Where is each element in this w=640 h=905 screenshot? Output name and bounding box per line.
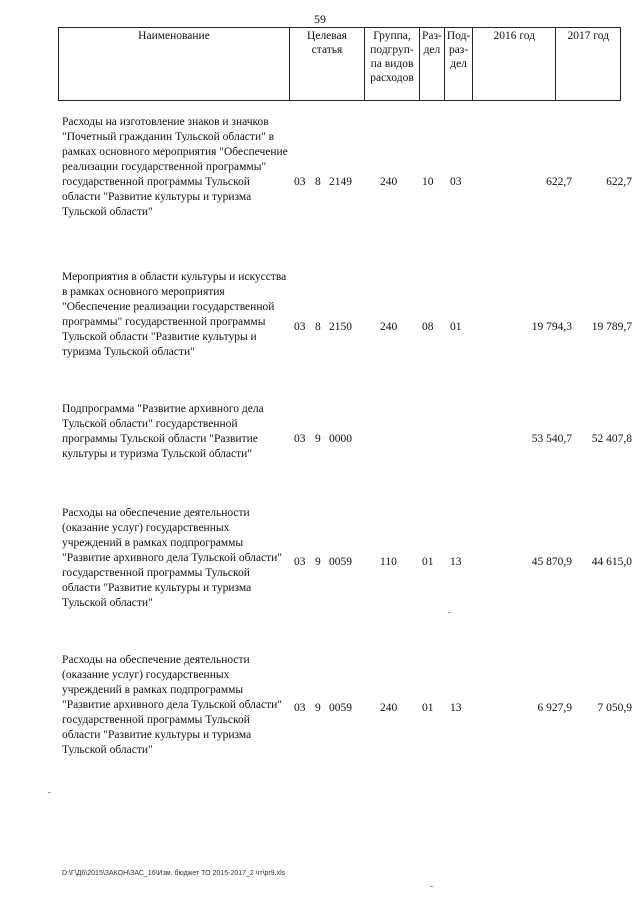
row-section: 08	[422, 321, 434, 333]
row-code: 0059	[329, 702, 352, 714]
row-subprogram: 8	[315, 176, 321, 188]
table-header	[58, 27, 621, 101]
row-value-2016: 53 540,7	[531, 433, 572, 445]
row-value-2017: 7 050,9	[597, 702, 632, 714]
row-subprogram: 8	[315, 321, 321, 333]
header-name: Наименование	[59, 28, 290, 101]
header-subsection: Под-раз-дел	[444, 28, 472, 101]
row-program: 03	[294, 176, 306, 188]
row-group: 110	[380, 556, 397, 568]
header-target-article: Целевая статья	[290, 28, 365, 101]
page-number: 59	[314, 12, 326, 26]
scan-speck	[430, 886, 433, 887]
table-row	[62, 506, 632, 621]
file-path-footer: D:\Г\Д6\2015\ЗАКОН\ЗАС_16\Изм. бюджет ТО 2015-2017_2 чт\pr9.xls	[62, 870, 286, 877]
row-value-2017: 622,7	[606, 176, 632, 188]
table-row	[62, 270, 632, 390]
row-code: 0000	[329, 433, 352, 445]
row-name: Расходы на обеспечение деятельности (оказание услуг) государственных учреждений в рамках подпрограммы "Развитие архивного дела Тульской области" государственной программы Тульской области "Развитие культуры и туризма Тульской области"	[62, 654, 283, 756]
table-row	[62, 653, 632, 768]
row-subprogram: 9	[315, 556, 321, 568]
row-name: Мероприятия в области культуры и искусства в рамках основного мероприятия "Обеспечение реализации государственной программы" государственной программы Тульской области "Развитие культуры и туризма Тульской области"	[62, 271, 287, 358]
row-name: Расходы на изготовление знаков и значков "Почетный гражданин Тульской области" в рамках основного мероприятия "Обеспечение реализации государственной программы" государственной программы Тульской области "Развитие культуры и туризма Тульской области"	[62, 116, 288, 218]
row-subprogram: 9	[315, 433, 321, 445]
row-code: 2149	[329, 176, 352, 188]
row-subsection: 13	[450, 702, 462, 714]
row-code: 0059	[329, 556, 352, 568]
header-group: Группа, подгруп-па видов расходов	[365, 28, 420, 101]
row-section: 01	[422, 702, 434, 714]
row-value-2017: 52 407,8	[591, 433, 632, 445]
header-2016: 2016 год	[473, 28, 556, 101]
row-group: 240	[380, 321, 398, 333]
row-group: 240	[380, 176, 398, 188]
row-name: Подпрограмма "Развитие архивного дела Тульской области" государственной программы Тульской области "Развитие культуры и туризма Тульской области"	[62, 403, 264, 460]
row-value-2017: 44 615,0	[591, 556, 632, 568]
header-section: Раз-дел	[420, 28, 445, 101]
row-value-2017: 19 789,7	[591, 321, 632, 333]
row-subsection: 01	[450, 321, 462, 333]
row-program: 03	[294, 702, 306, 714]
row-value-2016: 45 870,9	[531, 556, 572, 568]
row-value-2016: 622,7	[546, 176, 572, 188]
row-program: 03	[294, 321, 306, 333]
row-value-2016: 19 794,3	[531, 321, 572, 333]
row-subsection: 13	[450, 556, 462, 568]
scan-speck	[48, 792, 51, 793]
row-section: 10	[422, 176, 434, 188]
row-subsection: 03	[450, 176, 462, 188]
row-name: Расходы на обеспечение деятельности (оказание услуг) государственных учреждений в рамках подпрограммы "Развитие архивного дела Тульской области" государственной программы Тульской области "Развитие культуры и туризма Тульской области"	[62, 507, 283, 609]
row-group: 240	[380, 702, 398, 714]
table-row	[62, 115, 632, 245]
row-program: 03	[294, 556, 306, 568]
row-code: 2150	[329, 321, 352, 333]
scan-speck	[448, 612, 451, 613]
table-row	[62, 402, 632, 482]
row-value-2016: 6 927,9	[537, 702, 572, 714]
row-section: 01	[422, 556, 434, 568]
header-2017: 2017 год	[556, 28, 621, 101]
row-program: 03	[294, 433, 306, 445]
row-subprogram: 9	[315, 702, 321, 714]
